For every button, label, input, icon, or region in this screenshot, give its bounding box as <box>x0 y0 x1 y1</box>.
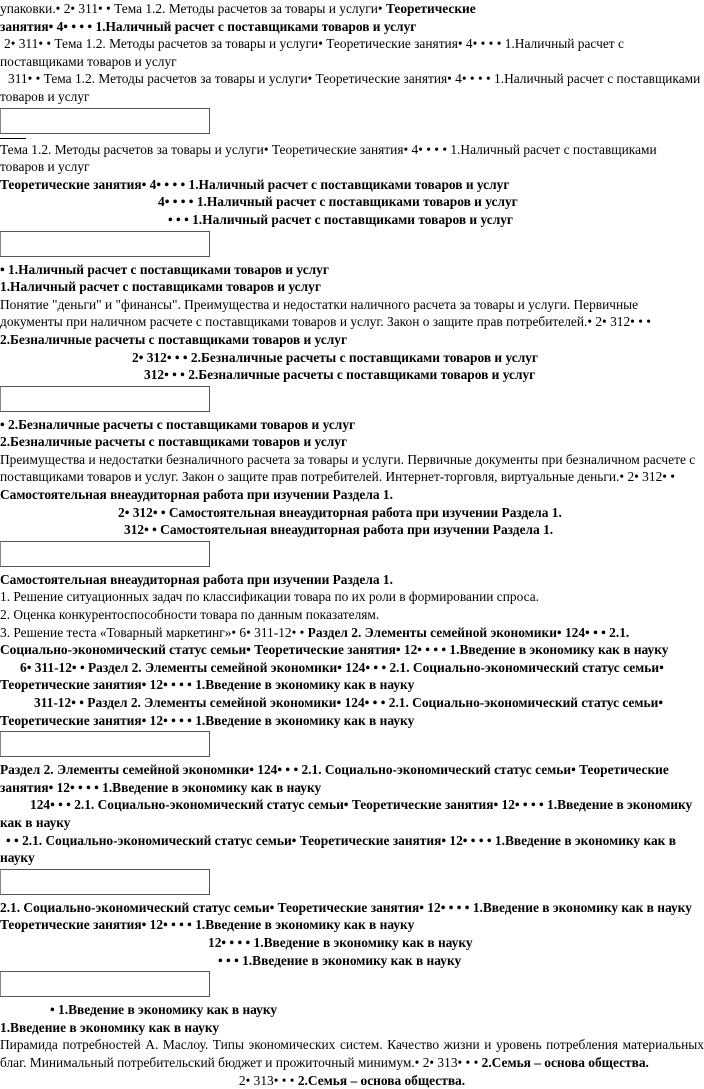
text-line <box>0 571 704 589</box>
text-line <box>0 211 704 229</box>
text-line <box>0 0 704 18</box>
text-line <box>0 952 704 970</box>
text-line <box>0 176 704 194</box>
bold-text: занятия• 4• • • • 1.Наличный расчет с поставщиками товаров и услуг <box>0 19 416 34</box>
text-line <box>0 1001 704 1019</box>
text-line <box>0 624 704 659</box>
bold-text: 1.Введение в экономику как в науку <box>0 1020 219 1035</box>
bold-text: Самостоятельная внеаудиторная работа при изучении Раздела 1. <box>0 487 393 502</box>
text-frame-box <box>0 108 210 134</box>
bold-text: 311-12• • Раздел 2. Элементы семейной экономики• 124• • • 2.1. Социально-экономический статус семьи• Теоретические занятия• 12• • • • 1.Введение в экономику как в науку <box>0 695 663 728</box>
plain-text: Понятие "деньги" и "финансы". Преимущества и недостатки наличного расчета за товары и услуги. Первичные документы при наличном расчете с поставщиками товаров и услуг. Закон о защите прав потребителей.• 2• 312• • • <box>0 297 651 330</box>
bold-text: 2.Безналичные расчеты с поставщиками товаров и услуг <box>0 332 347 347</box>
bold-text: 2• 312• • Самостоятельная внеаудиторная работа при изучении Раздела 1. <box>118 505 562 520</box>
text-frame-box <box>0 541 210 567</box>
bold-text: 124• • • 2.1. Социально-экономический статус семьи• Теоретические занятия• 12• • • • 1.Введение в экономику как в науку <box>0 797 692 830</box>
plain-text: 3. Решение теста «Товарный маркетинг»• 6• 311-12• • <box>0 625 308 640</box>
text-line: Тема 1.2. Методы расчетов за товары и услуги• Теоретические занятия• 4• • • • 1.Наличный расчет с поставщиками товаров и услуг <box>0 141 704 176</box>
bold-text: • 1.Введение в экономику как в науку <box>50 1002 277 1017</box>
text-line <box>0 934 704 952</box>
text-frame-box <box>0 386 210 412</box>
bold-text: 312• • Самостоятельная внеаудиторная работа при изучении Раздела 1. <box>124 522 553 537</box>
text-line <box>0 504 704 522</box>
bold-text: • • • 1.Наличный расчет с поставщиками товаров и услуг <box>168 212 513 227</box>
bold-text: 2.Безналичные расчеты с поставщиками товаров и услуг <box>0 434 347 449</box>
text-line <box>0 694 704 729</box>
text-line <box>0 521 704 539</box>
bold-text: 12• • • • 1.Введение в экономику как в науку <box>208 935 473 950</box>
text-line: 2. Оценка конкурентоспособности товара по данным показателям. <box>0 606 704 624</box>
bold-text: 2• 312• • • 2.Безналичные расчеты с поставщиками товаров и услуг <box>132 350 538 365</box>
text-frame-box <box>0 231 210 257</box>
bold-text: Самостоятельная внеаудиторная работа при изучении Раздела 1. <box>0 572 393 587</box>
plain-text: Пирамида потребностей А. Маслоу. Типы экономических систем. Качество жизни и уровень потребления материальных благ. Минимальный потребительский бюджет и прожиточный минимум.• 2• 313• • • <box>0 1037 704 1070</box>
bold-text: 2.1. Социально-экономический статус семьи• Теоретические занятия• 12• • • • 1.Введение в экономику как в науку <box>0 900 692 915</box>
text-line <box>0 796 704 831</box>
bold-text: • 2.Безналичные расчеты с поставщиками товаров и услуг <box>0 417 355 432</box>
bold-text: Раздел 2. Элементы семейной экономики• 124• • • 2.1. Социально-экономический статус семьи• Теоретические занятия• 12• • • • 1.Введение в экономику как в науку <box>0 625 668 658</box>
text-frame-box <box>0 971 210 997</box>
text-line: 2• 311• • Тема 1.2. Методы расчетов за товары и услуги• Теоретические занятия• 4• • • • 1.Наличный расчет с поставщиками товаров и услуг <box>0 35 704 70</box>
bold-text: Теоретические занятия• 12• • • • 1.Введение в экономику как в науку <box>0 917 414 932</box>
text-line <box>0 18 704 36</box>
bold-text: • 1.Наличный расчет с поставщиками товаров и услуг <box>0 262 329 277</box>
text-line <box>0 659 704 694</box>
plain-text: 2• 313• • • <box>239 1073 298 1088</box>
text-line: 1. Решение ситуационных задач по классификации товара по их роли в формировании спроса. <box>0 588 704 606</box>
text-line <box>0 451 704 504</box>
short-rule <box>0 138 26 139</box>
bold-text: 1.Наличный расчет с поставщиками товаров и услуг <box>0 279 321 294</box>
text-line <box>0 416 704 434</box>
text-line <box>0 366 704 384</box>
bold-text: 2.Семья – основа общества. <box>298 1073 465 1088</box>
text-line <box>0 433 704 451</box>
text-line <box>0 761 704 796</box>
bold-text: • • • 1.Введение в экономику как в науку <box>218 953 461 968</box>
bold-text: • • 2.1. Социально-экономический статус семьи• Теоретические занятия• 12• • • • 1.Введение в экономику как в науку <box>0 833 676 866</box>
text-line <box>0 296 704 349</box>
bold-text: 312• • • 2.Безналичные расчеты с поставщиками товаров и услуг <box>144 367 535 382</box>
text-line <box>0 349 704 367</box>
text-line <box>0 1072 704 1089</box>
text-line <box>0 899 704 917</box>
text-frame-box <box>0 869 210 895</box>
text-line <box>0 1019 704 1037</box>
text-line <box>0 261 704 279</box>
text-frame-box <box>0 731 210 757</box>
plain-text: упаковки.• 2• 311• • Тема 1.2. Методы расчетов за товары и услуги• <box>0 1 386 16</box>
text-line: 311• • Тема 1.2. Методы расчетов за товары и услуги• Теоретические занятия• 4• • • • 1.Наличный расчет с поставщиками товаров и услуг <box>0 70 704 105</box>
text-line <box>0 193 704 211</box>
text-line <box>0 278 704 296</box>
text-line <box>0 1036 704 1071</box>
text-line <box>0 832 704 867</box>
bold-text: 2.Семья – основа общества. <box>482 1055 649 1070</box>
bold-text: 6• 311-12• • Раздел 2. Элементы семейной экономики• 124• • • 2.1. Социально-экономический статус семьи• Теоретические занятия• 12• • • • 1.Введение в экономику как в науку <box>0 660 664 693</box>
text-line <box>0 916 704 934</box>
plain-text: Преимущества и недостатки безналичного расчета за товары и услуги. Первичные документы при безналичном расчете с поставщиками товаров и услуг. Закон о защите прав потребителей. Интернет-торговля, виртуальные деньги.• 2• 312• • <box>0 452 695 485</box>
bold-text: Теоретические занятия• 4• • • • 1.Наличный расчет с поставщиками товаров и услуг <box>0 177 509 192</box>
bold-text: Теоретические <box>386 1 476 16</box>
bold-text: Раздел 2. Элементы семейной экономики• 124• • • 2.1. Социально-экономический статус семьи• Теоретические занятия• 12• • • • 1.Введение в экономику как в науку <box>0 762 669 795</box>
bold-text: 4• • • • 1.Наличный расчет с поставщиками товаров и услуг <box>158 194 518 209</box>
